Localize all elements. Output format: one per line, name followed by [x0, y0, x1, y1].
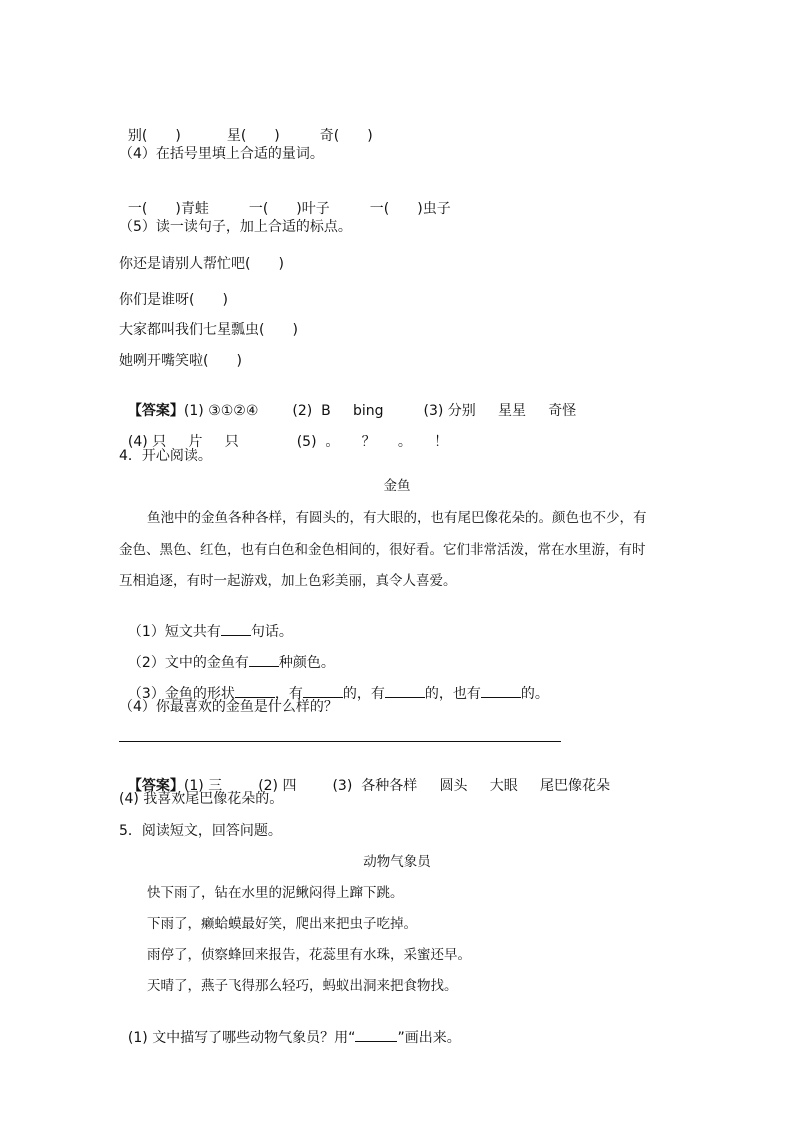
- q5-passage-line-3: 雨停了，侦察蜂回来报告，花蕊里有水珠，采蜜还早。: [147, 947, 471, 963]
- question-text: 种颜色。: [278, 655, 335, 671]
- answer-1: (1) 三: [183, 778, 223, 794]
- word-3: 奇( ): [319, 128, 373, 144]
- answer-blank[interactable]: [235, 684, 275, 698]
- answer-1: (1) ③①②④: [183, 403, 259, 419]
- q4-passage-line-2: 金色、黑色、红色，也有白色和金色相间的，很好看。它们非常活泼，常在水里游，有时: [119, 542, 646, 558]
- answer-blank[interactable]: [221, 622, 251, 636]
- word-1: 别( ): [127, 128, 181, 144]
- punctuation-item-1: 你还是请别人帮忙吧( ): [119, 256, 284, 272]
- answer-blank[interactable]: [303, 684, 343, 698]
- answer-5: (5) 。 ？ 。 ！: [296, 434, 449, 450]
- q4-passage-title: 金鱼: [383, 478, 411, 494]
- question-text: 的，也有: [424, 686, 481, 702]
- answer-blank[interactable]: [385, 684, 425, 698]
- question-text: （1）短文共有: [127, 624, 221, 640]
- punctuation-item-3: 大家都叫我们七星瓢虫( ): [119, 322, 298, 338]
- q5-passage-line-1: 快下雨了，钻在水里的泥鳅闷得上蹿下跳。: [147, 885, 404, 901]
- question-text: （3）金鱼的形状: [127, 686, 235, 702]
- q5-passage-title: 动物气象员: [363, 854, 431, 870]
- answer-label: 【答案】: [127, 403, 184, 419]
- question-text: 的。: [520, 686, 549, 702]
- answer-blank[interactable]: [249, 653, 279, 667]
- question-text: ”画出来。: [397, 1030, 461, 1046]
- question-text: (1) 文中描写了哪些动物气象员？用“: [127, 1030, 356, 1046]
- question-text: 句话。: [250, 624, 293, 640]
- q5-question-1: [119, 1010, 461, 1047]
- q3-part4-prompt: （4）在括号里填上合适的量词。: [119, 146, 324, 162]
- q3-part5-prompt: （5）读一读句子，加上合适的标点。: [119, 219, 352, 235]
- q5-passage-line-4: 天晴了，燕子飞得那么轻巧，蚂蚁出洞来把食物找。: [147, 978, 458, 994]
- answer-3: (3) 各种各样 圆头 大眼 尾巴像花朵: [332, 778, 610, 794]
- punctuation-item-4: 她咧开嘴笑啦( ): [119, 353, 242, 369]
- punctuation-item-2: 你们是谁呀( ): [119, 292, 228, 308]
- measure-item-1: 一( )青蛙: [127, 201, 209, 217]
- underline-sample: [355, 1028, 397, 1042]
- question-text: ，有: [274, 686, 303, 702]
- q4-answer-line-2: (4) 我喜欢尾巴像花朵的。: [119, 791, 284, 807]
- q5-passage-line-2: 下雨了，癞蛤蟆最好笑，爬出来把虫子吃掉。: [147, 916, 417, 932]
- q4-passage-line-1: 鱼池中的金鱼各种各样，有圆头的，有大眼的，也有尾巴像花朵的。颜色也不少，有: [147, 510, 647, 526]
- answer-label: 【答案】: [127, 778, 184, 794]
- word-2: 星( ): [226, 128, 280, 144]
- question-text: 的，有: [342, 686, 385, 702]
- answer-3: (3) 分别 星星 奇怪: [423, 403, 577, 419]
- q4-question-4: （4）你最喜欢的金鱼是什么样的？: [119, 699, 338, 715]
- q4-heading: 4．开心阅读。: [119, 448, 212, 464]
- q4-passage-line-3: 互相追逐，有时一起游戏，加上色彩美丽，真令人喜爱。: [119, 573, 457, 589]
- measure-item-2: 一( )叶子: [248, 201, 330, 217]
- answer-2: (2) B bing: [292, 403, 384, 419]
- answer-blank[interactable]: [481, 684, 521, 698]
- q3-answer-line-2: [119, 415, 448, 451]
- question-text: （2）文中的金鱼有: [127, 655, 249, 671]
- q3-part3-words: [119, 109, 373, 145]
- q3-part4-items: [119, 182, 451, 218]
- answer-4: (4) 只 片 只: [127, 434, 239, 450]
- q5-heading: 5．阅读短文，回答问题。: [119, 823, 282, 839]
- measure-item-3: 一( )虫子: [369, 201, 451, 217]
- answer-2: (2) 四: [258, 778, 297, 794]
- answer-writing-line[interactable]: [119, 741, 561, 742]
